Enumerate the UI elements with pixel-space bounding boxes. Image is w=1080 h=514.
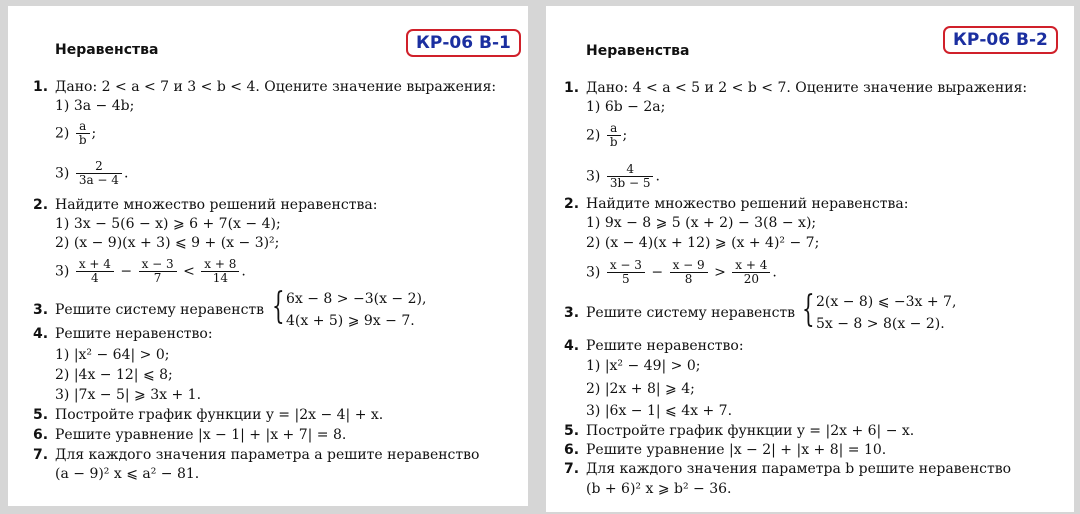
variant-1-page [8,6,528,506]
task-2-item-3: 3) $\frac{x - 3}{5}$ − $\frac{x - 9}{8}$ > $\frac{x + 4}{20}$ . [586,258,777,286]
task-1-item-1: 1) 3a − 4b; [55,98,135,114]
task-1-item-3: 3) $\frac{2}{3a - 4}$ . [55,159,129,187]
task-5-number: 5. [564,423,580,439]
task-5-text: Постройте график функции y = |2x − 4| + x. [55,407,384,423]
fraction: $\frac{a}{b}$ [607,122,621,149]
task-5-number: 5. [33,407,49,423]
task-1-text: Дано: 2 < a < 7 и 3 < b < 4. Оцените значение выражения: [55,79,497,95]
task-2-item-2: 2) (x − 9)(x + 3) ⩽ 9 + (x − 3)²; [55,235,280,251]
task-1-item-3: 3) $\frac{4}{3b - 5}$ . [586,162,660,190]
task-4-text: Решите неравенство: [55,326,213,342]
fraction: $\frac{x - 3}{7}$ [139,258,177,285]
fraction: $\frac{x - 3}{5}$ [607,259,645,286]
system-line-1: 6x − 8 > −3(x − 2), [286,291,427,307]
task-3-number: 3. [33,302,49,318]
task-1-number: 1. [33,79,49,95]
task-4-number: 4. [564,338,580,354]
task-3-number: 3. [564,305,580,321]
task-2-text: Найдите множество решений неравенства: [55,197,378,213]
task-4-item-2: 2) |2x + 8| ⩾ 4; [586,381,695,397]
fraction: $\frac{x + 4}{4}$ [76,258,114,285]
task-4-item-1: 1) |x² − 49| > 0; [586,358,701,374]
task-2-number: 2. [33,197,49,213]
task-3-text: Решите систему неравенств [55,302,265,318]
variant-badge: КР-06 В-2 [943,26,1058,54]
fraction: $\frac{x + 8}{14}$ [201,258,239,285]
variant-2-page [546,6,1074,512]
task-2-text: Найдите множество решений неравенства: [586,196,909,212]
task-1-text: Дано: 4 < a < 5 и 2 < b < 7. Оцените значение выражения: [586,80,1028,96]
system-brace: { [802,289,815,330]
variant-badge: КР-06 В-1 [406,29,521,57]
task-1-item-2: 2) $\frac{a}{b}$ ; [55,119,97,147]
system-brace: { [272,286,285,327]
fraction: $\frac{2}{3a - 4}$ [76,160,122,187]
task-2-item-1: 1) 9x − 8 ⩾ 5 (x + 2) − 3(8 − x); [586,215,817,231]
task-2-item-3: 3) $\frac{x + 4}{4}$ − $\frac{x - 3}{7}$ < $\frac{x + 8}{14}$ . [55,257,246,285]
system-line-2: 5x − 8 > 8(x − 2). [816,316,945,332]
task-6-text: Решите уравнение |x − 1| + |x + 7| = 8. [55,427,347,443]
task-1-item-1: 1) 6b − 2a; [586,99,666,115]
task-2-item-2: 2) (x − 4)(x + 12) ⩾ (x + 4)² − 7; [586,235,820,251]
task-7-text-2: (b + 6)² x ⩾ b² − 36. [586,481,732,497]
task-7-text-2: (a − 9)² x ⩽ a² − 81. [55,466,200,482]
fraction: $\frac{4}{3b - 5}$ [607,163,654,190]
task-4-item-3: 3) |7x − 5| ⩾ 3x + 1. [55,387,202,403]
task-7-number: 7. [564,461,580,477]
task-4-text: Решите неравенство: [586,338,744,354]
fraction: $\frac{x + 4}{20}$ [732,259,770,286]
fraction: $\frac{a}{b}$ [76,120,90,147]
task-6-number: 6. [564,442,580,458]
task-6-number: 6. [33,427,49,443]
task-7-text: Для каждого значения параметра a решите неравенство [55,447,480,463]
task-5-text: Постройте график функции y = |2x + 6| − x. [586,423,915,439]
page-heading: Неравенства [586,43,690,59]
task-4-item-2: 2) |4x − 12| ⩽ 8; [55,367,173,383]
task-4-item-1: 1) |x² − 64| > 0; [55,347,170,363]
task-2-number: 2. [564,196,580,212]
task-6-text: Решите уравнение |x − 2| + |x + 8| = 10. [586,442,887,458]
task-1-item-2: 2) $\frac{a}{b}$ ; [586,121,628,149]
page-heading: Неравенства [55,42,159,58]
task-7-number: 7. [33,447,49,463]
task-7-text: Для каждого значения параметра b решите неравенство [586,461,1012,477]
task-2-item-1: 1) 3x − 5(6 − x) ⩾ 6 + 7(x − 4); [55,216,281,232]
fraction: $\frac{x - 9}{8}$ [670,259,708,286]
system-line-2: 4(x + 5) ⩾ 9x − 7. [286,313,415,329]
task-4-item-3: 3) |6x − 1| ⩽ 4x + 7. [586,403,733,419]
task-1-number: 1. [564,80,580,96]
system-line-1: 2(x − 8) ⩽ −3x + 7, [816,294,957,310]
task-3-text: Решите систему неравенств [586,305,796,321]
task-4-number: 4. [33,326,49,342]
